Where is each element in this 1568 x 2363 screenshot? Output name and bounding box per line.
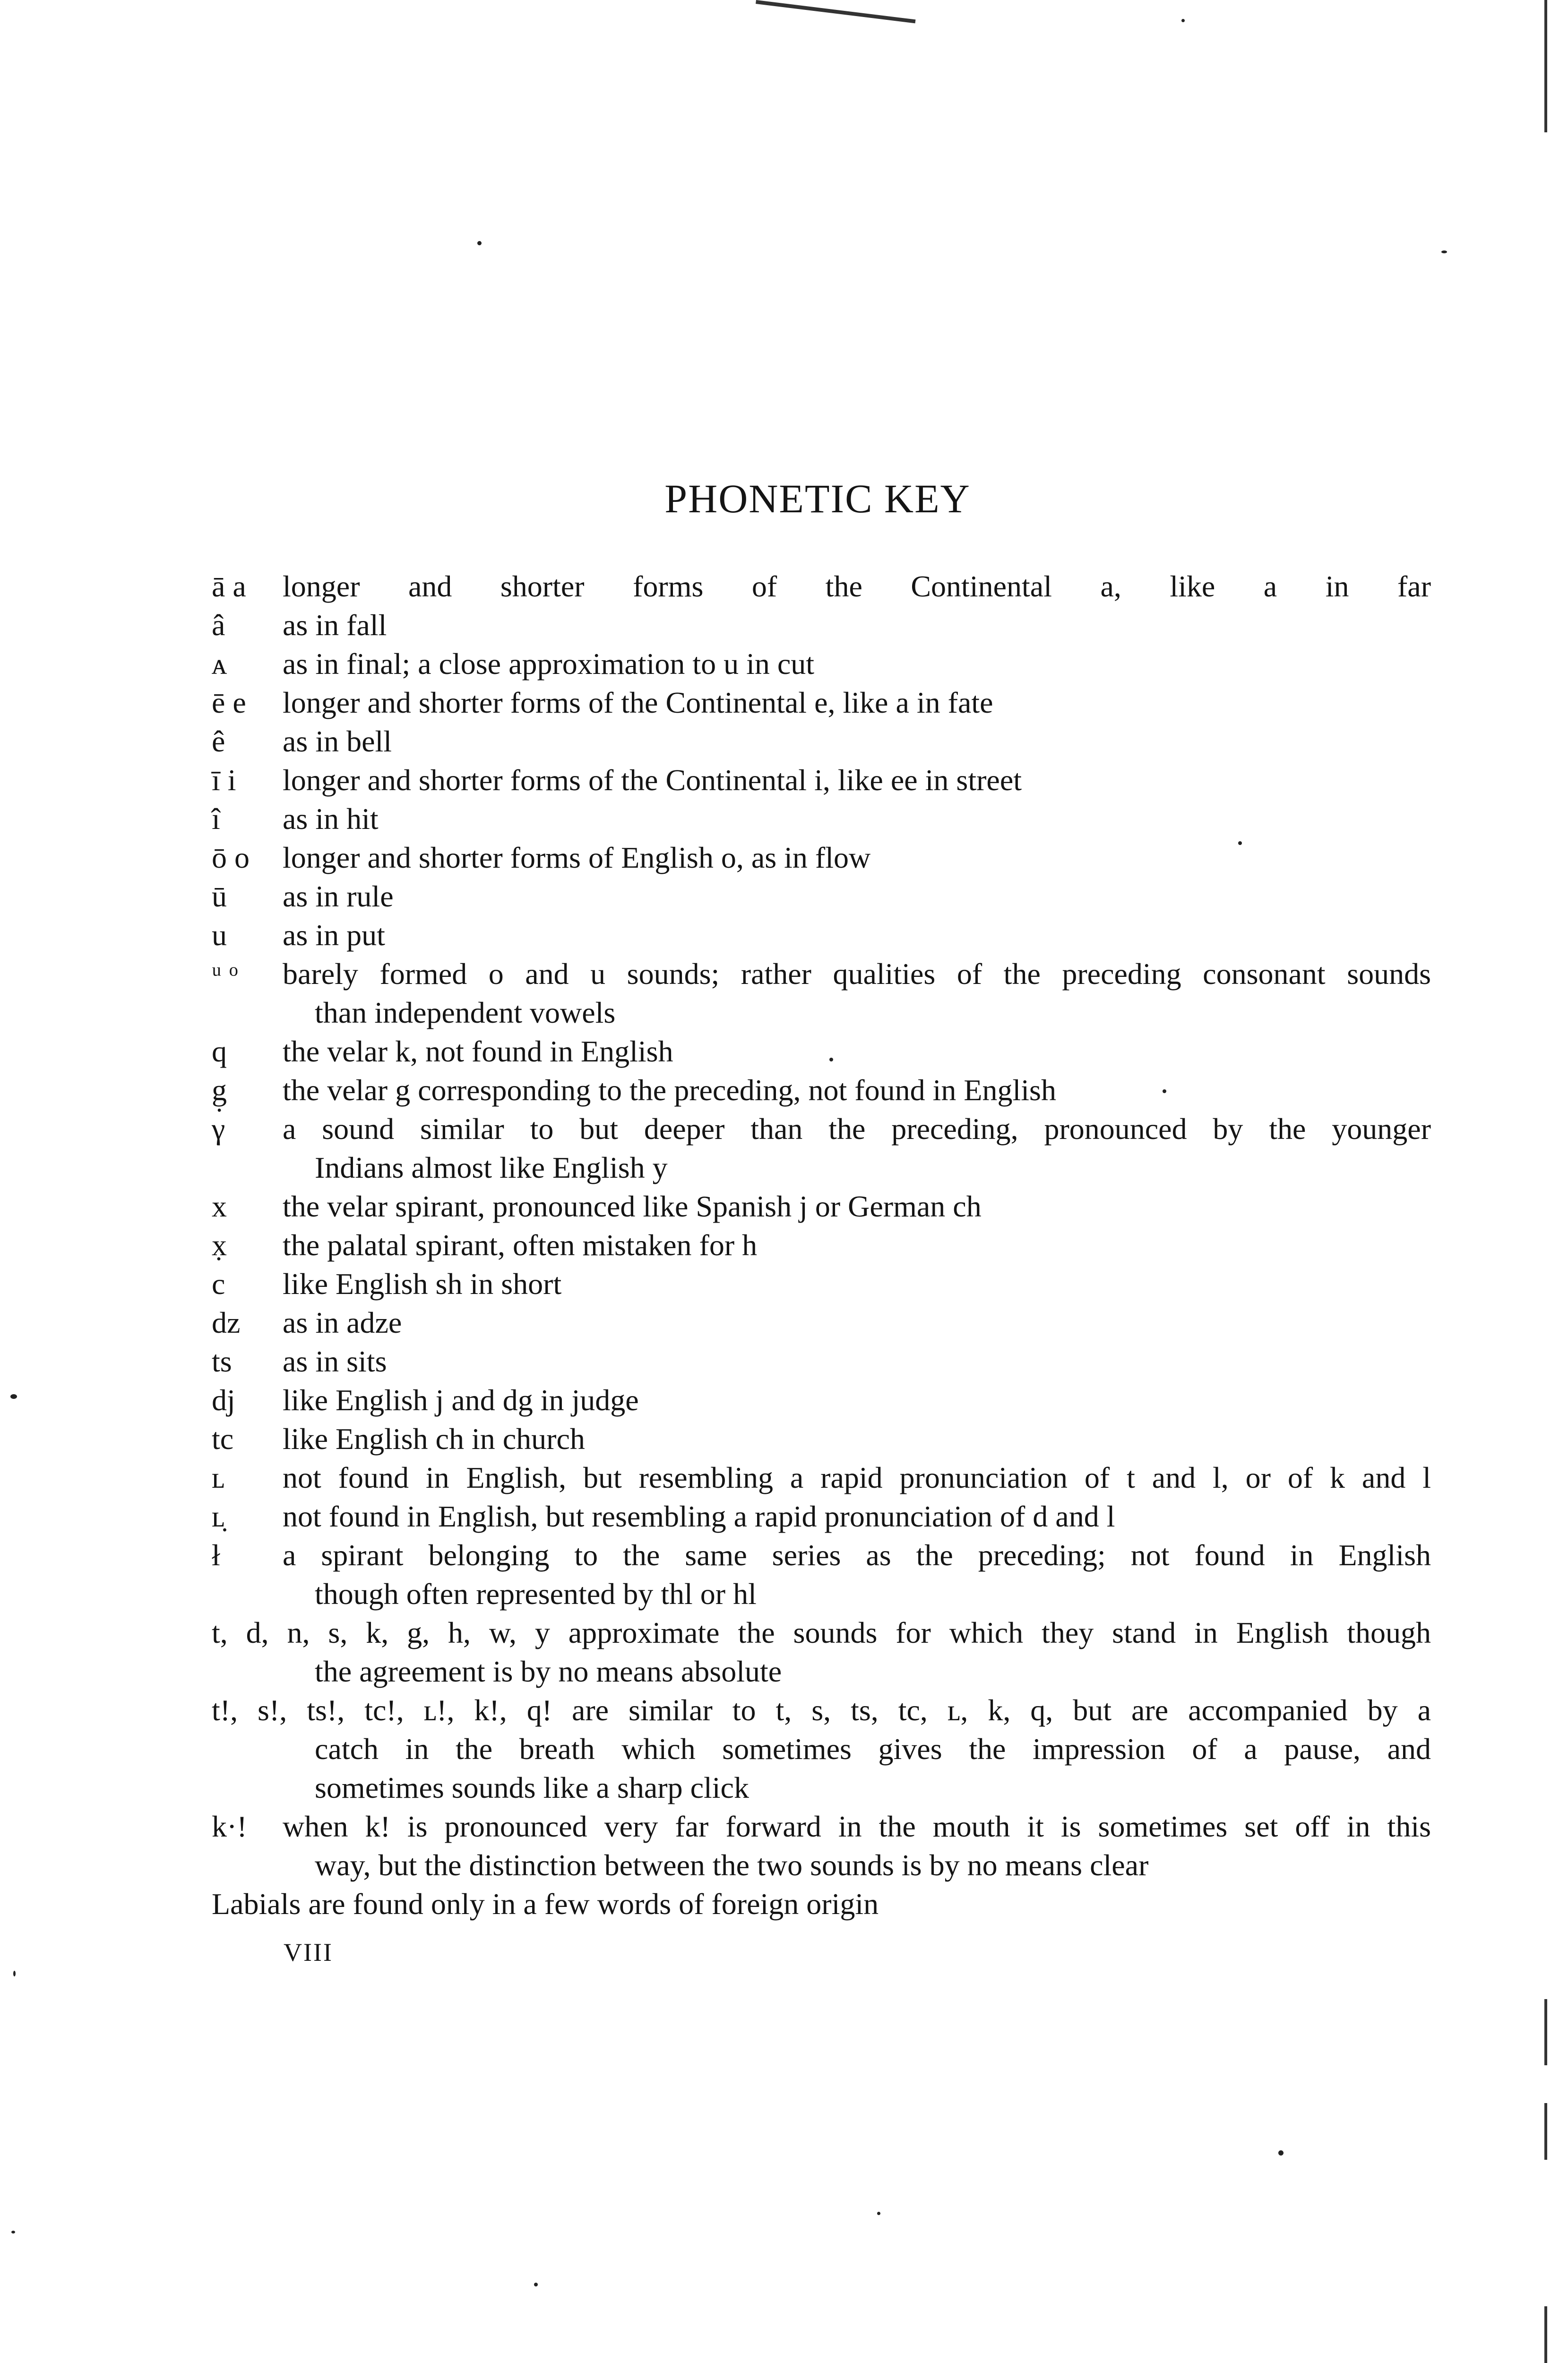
scan-speck <box>1278 2150 1284 2156</box>
scan-edge-line <box>1544 0 1547 132</box>
note-paragraph <box>212 1613 1431 1691</box>
entry-description: like English sh in short <box>283 1267 562 1301</box>
note-line: t, d, n, s, k, g, h, w, y approximate the sounds for which they stand in English though <box>212 1616 1431 1649</box>
entry-symbol: ī i <box>212 763 236 797</box>
entry-symbol: ê <box>212 724 225 758</box>
entry-description: barely formed o and u sounds; rather qualities of the preceding consonant sounds <box>283 957 1431 991</box>
entry-description: not found in English, but resembling a rapid pronunciation of d and l <box>283 1500 1115 1533</box>
entry-symbol: k·! <box>212 1810 247 1843</box>
scan-mark <box>756 0 915 23</box>
entry-symbol: ᵘ ᵒ <box>212 957 238 991</box>
entry-symbol: dz <box>212 1306 241 1339</box>
entry-symbol: ā a <box>212 569 246 603</box>
scan-edge-line <box>1544 1999 1547 2065</box>
entry-description: when k! is pronounced very far forward in the mouth it is sometimes set off in this <box>283 1810 1431 1843</box>
entry-symbol: ts <box>212 1345 232 1378</box>
entry-continuation: though often represented by thl or hl <box>315 1577 757 1611</box>
entry-description: like English ch in church <box>283 1422 585 1456</box>
entry-symbol: u <box>212 918 227 952</box>
entry-description: as in rule <box>283 880 394 913</box>
entry-description: as in adze <box>283 1306 402 1339</box>
entry-symbol: x̣ <box>212 1228 227 1262</box>
entry-description: as in bell <box>283 724 392 758</box>
entry-symbol: ē e <box>212 686 246 719</box>
note-line: catch in the breath which sometimes gives the impression of a pause, and <box>315 1732 1431 1766</box>
entry-symbol: γ <box>212 1112 225 1146</box>
entry-continuation: way, but the distinction between the two sounds is by no means clear <box>315 1848 1149 1882</box>
entry-symbol: x <box>212 1190 227 1223</box>
entry-symbol: c <box>212 1267 225 1301</box>
scan-edge-line <box>1544 2306 1547 2363</box>
entry-description: the velar spirant, pronounced like Spanish j or German ch <box>283 1190 982 1223</box>
note-line: Labials are found only in a few words of foreign origin <box>212 1887 879 1921</box>
entry-description: longer and shorter forms of the Continental e, like a in fate <box>283 686 993 719</box>
entry-symbol: tc <box>212 1422 234 1456</box>
note-line: t!, s!, ts!, tc!, ʟ!, k!, q! are similar to t, s, ts, tc, ʟ, k, q, but are accompanied by a <box>212 1693 1431 1727</box>
entry-description: as in final; a close approximation to u in cut <box>283 647 815 681</box>
scan-edge-line <box>1544 2103 1547 2160</box>
scan-speck <box>477 241 482 245</box>
entry-description: the palatal spirant, often mistaken for h <box>283 1228 758 1262</box>
note-paragraph <box>212 1691 1431 1807</box>
entry-symbol: î <box>212 802 220 836</box>
entry-description: longer and shorter forms of the Continental i, like ee in street <box>283 763 1022 797</box>
entry-description: a spirant belonging to the same series as the preceding; not found in English <box>283 1538 1431 1572</box>
entry-description: longer and shorter forms of the Continental a, like a in far <box>283 569 1431 603</box>
entry-symbol: ł <box>212 1538 220 1572</box>
scan-speck <box>11 2231 15 2234</box>
entry-description: the velar g corresponding to the preceding, not found in English <box>283 1073 1056 1107</box>
page-number: VIII <box>284 1938 333 1966</box>
scan-speck <box>877 2212 880 2215</box>
entry-symbol: ū <box>212 880 227 913</box>
scan-speck <box>13 1971 16 1976</box>
scan-speck <box>534 2283 538 2286</box>
entry-description: like English j and dg in judge <box>283 1383 639 1417</box>
entry-description: as in put <box>283 918 385 952</box>
entry-symbol: dj <box>212 1383 235 1417</box>
entry-symbol: â <box>212 608 225 642</box>
note-line: the agreement is by no means absolute <box>315 1655 782 1688</box>
entry-symbol: ʟ̣ <box>212 1500 225 1533</box>
note-paragraph <box>212 1885 1431 1923</box>
scan-speck <box>1181 19 1185 22</box>
entry-symbol: ʟ <box>212 1461 225 1494</box>
entry-symbol: ō o <box>212 841 250 874</box>
note-line: sometimes sounds like a sharp click <box>315 1771 749 1804</box>
entry-symbol: ᴀ <box>212 647 227 681</box>
entry-description: a sound similar to but deeper than the preceding, pronounced by the younger <box>283 1112 1431 1146</box>
scan-speck <box>1163 1089 1166 1093</box>
entry-symbol: g̣ <box>212 1073 227 1107</box>
entry-description: as in sits <box>283 1345 387 1378</box>
entry-symbol: q <box>212 1035 227 1068</box>
entry-continuation: Indians almost like English y <box>315 1151 668 1184</box>
entry-description: not found in English, but resembling a rapid pronunciation of t and l, or of k and l <box>283 1461 1431 1494</box>
scan-speck <box>1238 841 1242 845</box>
page-title: PHONETIC KEY <box>664 476 971 521</box>
entry-description: as in fall <box>283 608 387 642</box>
scan-speck <box>10 1394 17 1399</box>
scan-speck <box>1441 250 1447 253</box>
entry-description: as in hit <box>283 802 379 836</box>
entry-description: longer and shorter forms of English o, as in flow <box>283 841 871 874</box>
entry-continuation: than independent vowels <box>315 996 616 1029</box>
entry-description: the velar k, not found in English <box>283 1035 673 1068</box>
scan-speck <box>829 1058 833 1061</box>
